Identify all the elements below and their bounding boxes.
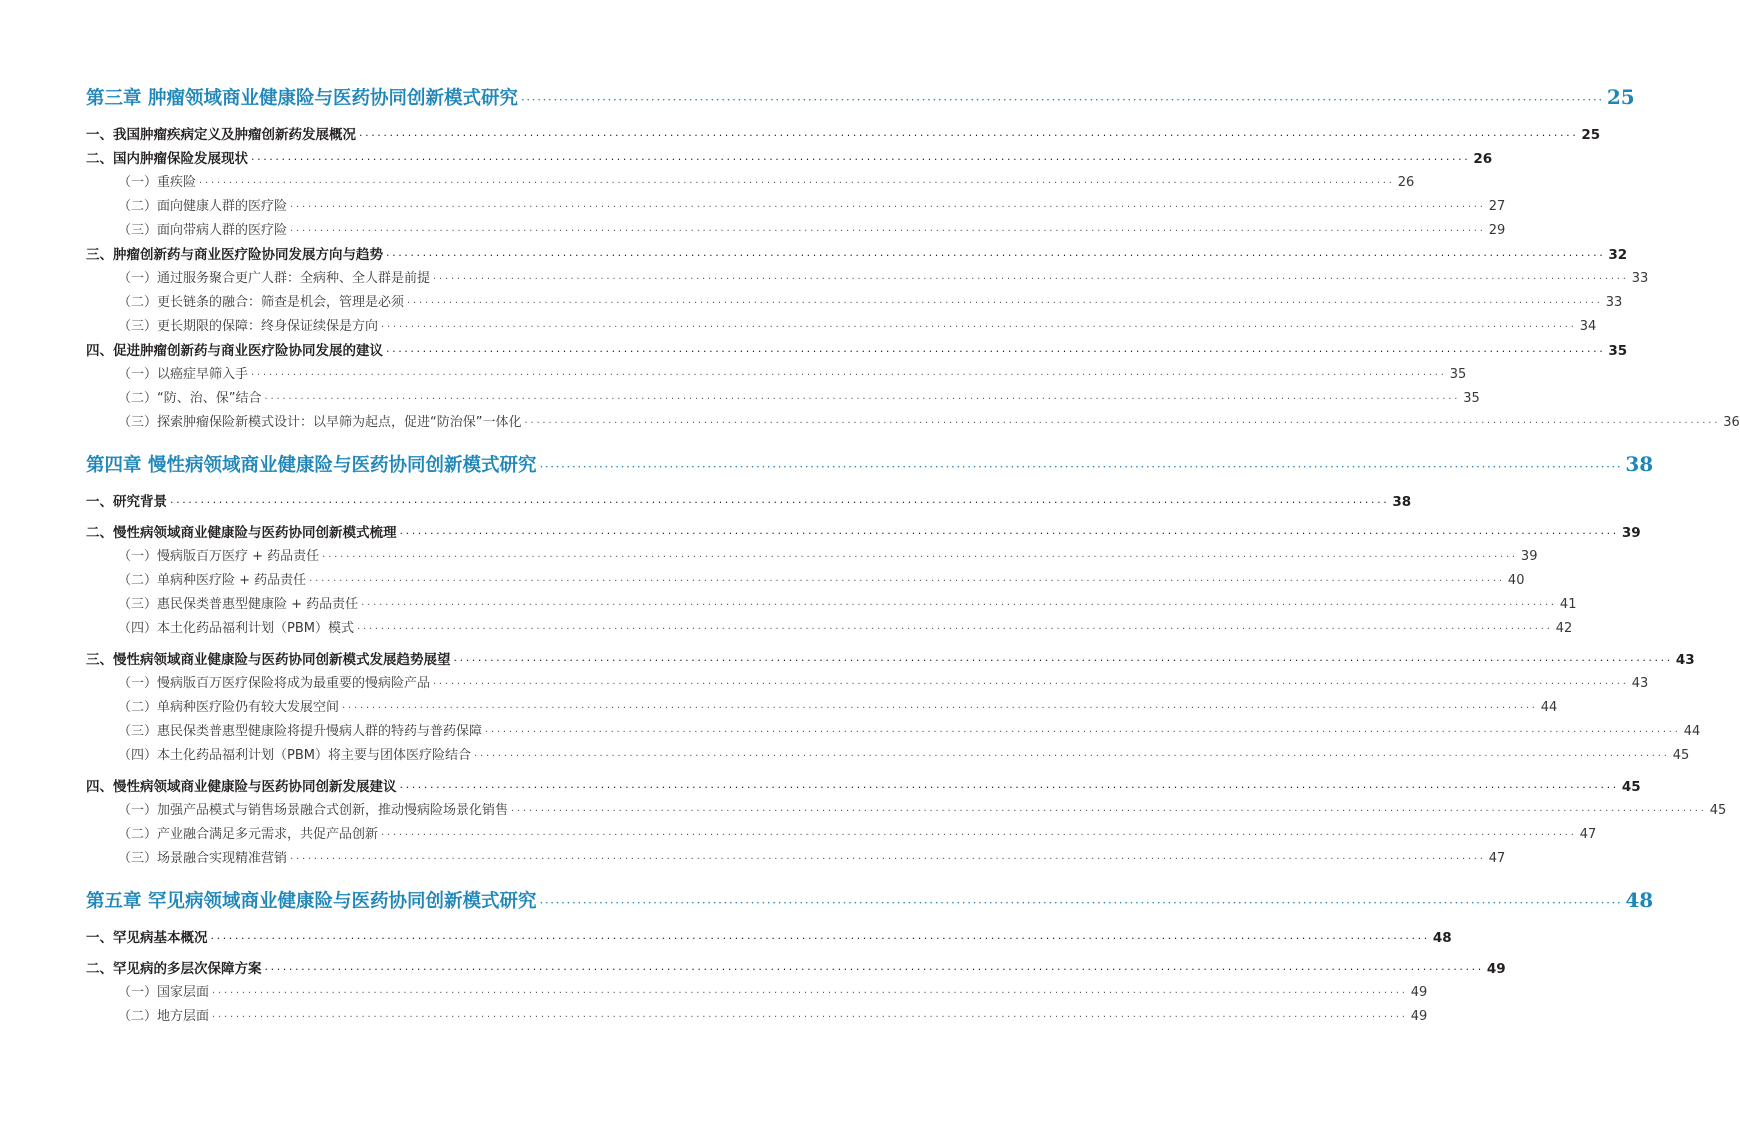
dot-leader: ········································································································································································································	[290, 854, 1486, 865]
entry-title: （二）“防、治、保”结合	[118, 391, 262, 406]
page-number: 45	[1672, 748, 1690, 763]
entry-title: 三、肿瘤创新药与商业医疗险协同发展方向与趋势	[86, 247, 383, 263]
page-number: 44	[1540, 700, 1558, 715]
dot-leader: ········································································································································································································	[290, 202, 1486, 213]
dot-leader: ········································································································································································································	[433, 274, 1629, 285]
entry-title: （二）单病种医疗险 + 药品责任	[118, 573, 307, 588]
entry-title: （四）本土化药品福利计划（PBM）将主要与团体医疗险结合	[118, 748, 471, 763]
page-number: 48	[1432, 930, 1452, 946]
page-number: 44	[1683, 724, 1701, 739]
page-number: 41	[1559, 597, 1577, 612]
subsection-entry[interactable]	[118, 171, 1415, 190]
page-number: 35	[1463, 391, 1480, 406]
subsection-entry[interactable]	[118, 387, 1480, 406]
dot-leader: ········································································································································································································	[309, 576, 1505, 587]
subsection-entry[interactable]	[118, 411, 1740, 430]
dot-leader: ········································································································································································································	[290, 226, 1486, 237]
dot-leader: ········································································································································································································	[361, 600, 1557, 611]
entry-title: （一）以癌症早筛入手	[118, 367, 249, 382]
subsection-entry[interactable]	[118, 593, 1577, 612]
dot-leader: ········································································································································································································	[199, 178, 1395, 189]
subsection-entry[interactable]	[118, 195, 1506, 214]
page-number: 39	[1520, 549, 1538, 564]
dot-leader: ········································································································································································································	[453, 654, 1673, 667]
page-number: 48	[1625, 888, 1654, 912]
subsection-entry[interactable]	[118, 1005, 1428, 1024]
page-number: 25	[1581, 127, 1601, 143]
dot-leader: ········································································································································································································	[212, 988, 1408, 999]
chapter-entry[interactable]	[86, 451, 1654, 477]
subsection-entry[interactable]	[118, 823, 1597, 842]
entry-title: 二、国内肿瘤保险发展现状	[86, 151, 248, 167]
dot-leader: ········································································································································································································	[251, 370, 1447, 381]
page-number: 27	[1488, 199, 1506, 214]
entry-title: （三）更长期限的保障：终身保证续保是方向	[118, 319, 379, 334]
entry-title: （一）慢病版百万医疗 + 药品责任	[118, 549, 320, 564]
dot-leader: ········································································································································································································	[381, 322, 1577, 333]
entry-title: 二、罕见病的多层次保障方案	[86, 961, 262, 977]
entry-title: 四、慢性病领域商业健康险与医药协同创新发展建议	[86, 779, 397, 795]
entry-title: 二、慢性病领域商业健康险与医药协同创新模式梳理	[86, 525, 397, 541]
entry-title: 第五章 罕见病领域商业健康险与医药协同创新模式研究	[86, 891, 537, 912]
entry-title: （二）单病种医疗险仍有较大发展空间	[118, 700, 340, 715]
subsection-entry[interactable]	[118, 267, 1649, 286]
page-number: 49	[1410, 1009, 1428, 1024]
subsection-entry[interactable]	[118, 363, 1467, 382]
chapter-entry[interactable]	[86, 887, 1654, 913]
entry-title: （一）国家层面	[118, 985, 210, 1000]
section-entry[interactable]	[86, 490, 1412, 510]
dot-leader: ········································································································································································································	[381, 830, 1577, 841]
dot-leader: ········································································································································································································	[170, 496, 1390, 509]
page-number: 45	[1621, 779, 1641, 795]
page-number: 26	[1397, 175, 1415, 190]
page-number: 25	[1606, 85, 1635, 109]
page-number: 42	[1555, 621, 1573, 636]
section-entry[interactable]	[86, 957, 1506, 977]
section-entry[interactable]	[86, 123, 1601, 143]
chapter-entry[interactable]	[86, 84, 1635, 110]
page-number: 35	[1608, 343, 1628, 359]
section-entry[interactable]	[86, 339, 1628, 359]
dot-leader: ········································································································································································································	[520, 93, 1604, 107]
page-number: 47	[1488, 851, 1506, 866]
dot-leader: ········································································································································································································	[539, 460, 1623, 474]
page-number: 29	[1488, 223, 1506, 238]
dot-leader: ········································································································································································································	[251, 153, 1471, 166]
dot-leader: ········································································································································································································	[399, 527, 1619, 540]
subsection-entry[interactable]	[118, 219, 1506, 238]
subsection-entry[interactable]	[118, 981, 1428, 1000]
page-number: 43	[1675, 652, 1695, 668]
dot-leader: ········································································································································································································	[407, 298, 1603, 309]
page-number: 39	[1621, 525, 1641, 541]
subsection-entry[interactable]	[118, 315, 1597, 334]
entry-title: （三）惠民保类普惠型健康险将提升慢病人群的特药与普药保障	[118, 724, 483, 739]
page-number: 47	[1579, 827, 1597, 842]
dot-leader: ········································································································································································································	[342, 703, 1538, 714]
entry-title: （一）慢病版百万医疗保险将成为最重要的慢病险产品	[118, 676, 431, 691]
subsection-entry[interactable]	[118, 545, 1538, 564]
dot-leader: ········································································································································································································	[356, 624, 1553, 635]
entry-title: （四）本土化药品福利计划（PBM）模式	[118, 621, 354, 636]
entry-title: （二）面向健康人群的医疗险	[118, 199, 288, 214]
dot-leader: ········································································································································································································	[485, 727, 1681, 738]
page-number: 35	[1449, 367, 1467, 382]
page-number: 40	[1507, 573, 1525, 588]
page-number: 32	[1608, 247, 1628, 263]
dot-leader: ········································································································································································································	[511, 806, 1707, 817]
dot-leader: ········································································································································································································	[539, 896, 1623, 910]
dot-leader: ········································································································································································································	[473, 751, 1670, 762]
section-entry[interactable]	[86, 775, 1641, 795]
page-number: 45	[1709, 803, 1727, 818]
entry-title: （一）通过服务聚合更广人群：全病种、全人群是前提	[118, 271, 431, 286]
section-entry[interactable]	[86, 147, 1493, 167]
entry-title: 第四章 慢性病领域商业健康险与医药协同创新模式研究	[86, 455, 537, 476]
page-number: 38	[1625, 452, 1654, 476]
dot-leader: ········································································································································································································	[399, 781, 1619, 794]
entry-title: 一、我国肿瘤疾病定义及肿瘤创新药发展概况	[86, 127, 356, 143]
entry-title: 四、促进肿瘤创新药与商业医疗险协同发展的建议	[86, 343, 383, 359]
subsection-entry[interactable]	[118, 847, 1506, 866]
dot-leader: ········································································································································································································	[433, 679, 1629, 690]
entry-title: 一、研究背景	[86, 494, 167, 510]
subsection-entry[interactable]	[118, 617, 1573, 636]
section-entry[interactable]	[86, 648, 1695, 668]
dot-leader: ········································································································································································································	[264, 394, 1461, 405]
entry-title: （三）惠民保类普惠型健康险 + 药品责任	[118, 597, 359, 612]
subsection-entry[interactable]	[118, 569, 1525, 588]
page-number: 49	[1410, 985, 1428, 1000]
entry-title: 三、慢性病领域商业健康险与医药协同创新模式发展趋势展望	[86, 652, 451, 668]
page-number: 43	[1631, 676, 1649, 691]
subsection-entry[interactable]	[118, 696, 1558, 715]
entry-title: （二）地方层面	[118, 1009, 210, 1024]
dot-leader: ········································································································································································································	[524, 418, 1721, 429]
section-entry[interactable]	[86, 243, 1628, 263]
subsection-entry[interactable]	[118, 291, 1623, 310]
section-entry[interactable]	[86, 521, 1641, 541]
entry-title: （二）产业融合满足多元需求，共促产品创新	[118, 827, 379, 842]
page-number: 33	[1605, 295, 1623, 310]
entry-title: （三）面向带病人群的医疗险	[118, 223, 288, 238]
page-number: 49	[1486, 961, 1506, 977]
section-entry[interactable]	[86, 926, 1452, 946]
entry-title: （一）重疾险	[118, 175, 197, 190]
entry-title: 一、罕见病基本概况	[86, 930, 208, 946]
dot-leader: ········································································································································································································	[210, 932, 1430, 945]
subsection-entry[interactable]	[118, 799, 1727, 818]
dot-leader: ········································································································································································································	[212, 1012, 1408, 1023]
entry-title: （三）场景融合实现精准营销	[118, 851, 288, 866]
dot-leader: ········································································································································································································	[359, 129, 1579, 142]
dot-leader: ········································································································································································································	[264, 963, 1484, 976]
page-number: 26	[1473, 151, 1493, 167]
page-number: 36	[1723, 415, 1740, 430]
entry-title: （一）加强产品模式与销售场景融合式创新，推动慢病险场景化销售	[118, 803, 509, 818]
entry-title: （三）探索肿瘤保险新模式设计：以早筛为起点，促进“防治保”一体化	[118, 415, 522, 430]
subsection-entry[interactable]	[118, 744, 1690, 763]
page-number: 38	[1392, 494, 1412, 510]
subsection-entry[interactable]	[118, 672, 1649, 691]
subsection-entry[interactable]	[118, 720, 1701, 739]
page-number: 33	[1631, 271, 1649, 286]
entry-title: 第三章 肿瘤领域商业健康险与医药协同创新模式研究	[86, 88, 518, 109]
page-number: 34	[1579, 319, 1597, 334]
dot-leader: ········································································································································································································	[386, 249, 1606, 262]
entry-title: （二）更长链条的融合：筛查是机会，管理是必须	[118, 295, 405, 310]
dot-leader: ········································································································································································································	[322, 552, 1518, 563]
dot-leader: ········································································································································································································	[386, 345, 1606, 358]
